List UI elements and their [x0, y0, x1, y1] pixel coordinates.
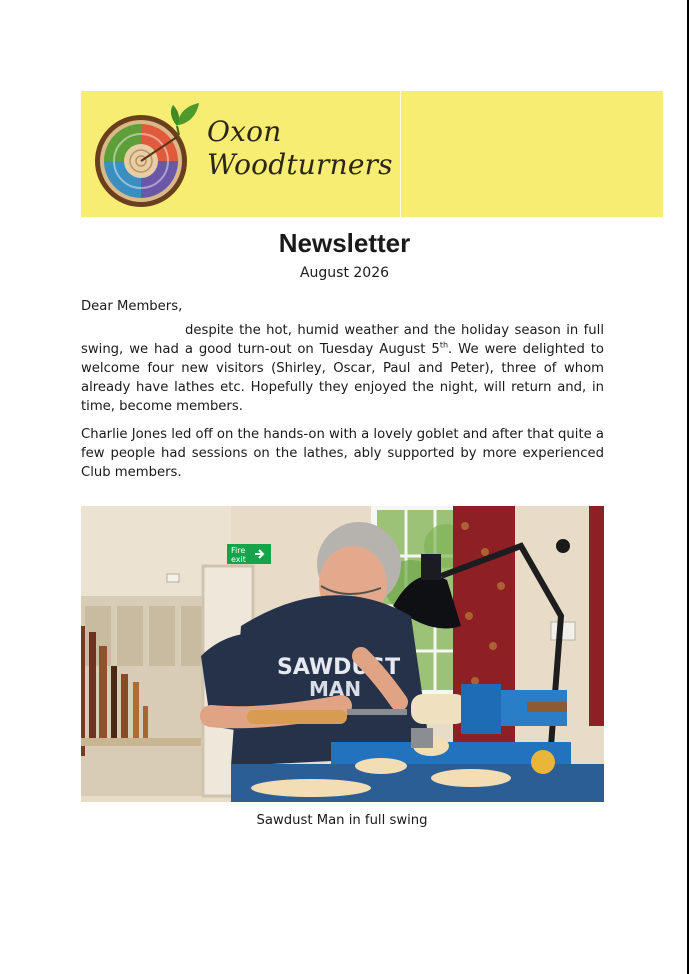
- brand-line-2: Woodturners: [207, 148, 393, 181]
- fire-exit-sign-line-2: exit: [231, 555, 246, 564]
- photo-illustration: [81, 506, 604, 802]
- banner-divider: [400, 91, 401, 217]
- paragraph-2: Charlie Jones led off on the hands-on with a lovely goblet and after that quite a few people had sessions on the lathes, ably supported by more experienced Club members.: [81, 427, 605, 480]
- shirt-text-1: SAWDUST: [277, 655, 401, 680]
- shirt-text-2: MAN: [309, 677, 362, 701]
- photo-caption: Sawdust Man in full swing: [256, 813, 428, 828]
- header-banner: [81, 91, 663, 217]
- newsletter-title: Newsletter: [278, 228, 411, 258]
- paragraph-1-start: despite the hot, humid weather and the holiday season in full swing, we had a good turn-out on Tuesday August 5: [81, 323, 604, 357]
- newsletter-date: August 2026: [299, 265, 390, 281]
- brand-line-1: Oxon: [207, 115, 282, 148]
- fire-exit-sign-line-1: Fire: [231, 546, 246, 555]
- photo-woodturner-at-lathe: [81, 506, 604, 802]
- banner-logo-panel: [81, 91, 400, 217]
- paragraph-1: [81, 321, 604, 416]
- paragraph-1-end: . We were delighted to welcome four new visitors (Shirley, Oscar, Paul and Peter), three of whom already have lathes etc. Hopefully they enjoyed the night, will return and, in time, become members.: [81, 342, 605, 414]
- brand-name: [207, 115, 393, 181]
- greeting: Dear Members,: [81, 299, 183, 314]
- ordinal-suffix: th: [439, 340, 449, 350]
- logo-tree-ring-icon: [93, 95, 203, 211]
